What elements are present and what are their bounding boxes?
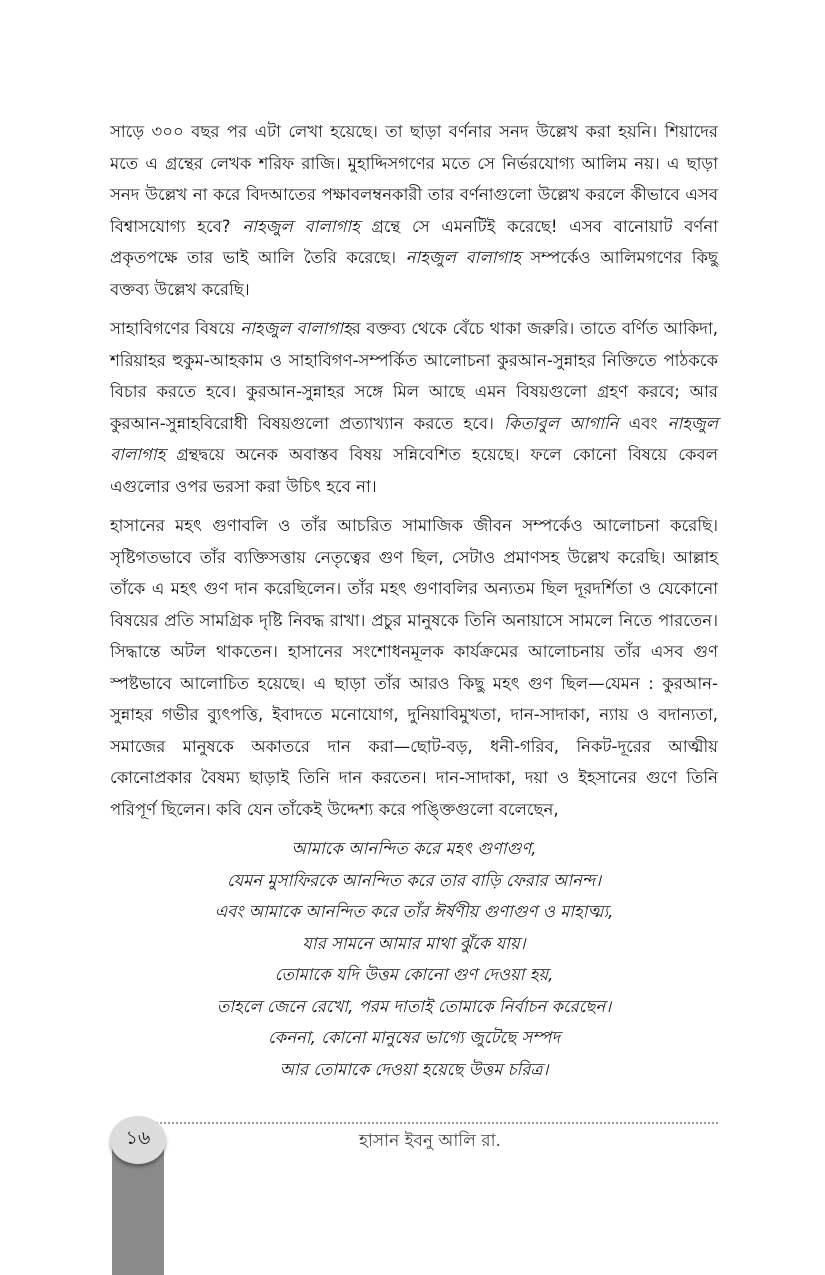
poem-line: কেননা, কোনো মানুষের ভাগ্যে জুটেছে সম্পদ <box>267 1028 561 1047</box>
text-run: গ্রন্থদ্বয়ে অনেক অবাস্তব বিষয় সন্নিবেশিত হয়েছে। ফলে কোনো বিষয়ে কেবল এগুলোর ওপর ভরসা করা উচিৎ হবে না। <box>110 445 718 496</box>
poem-line: আর তোমাকে দেওয়া হয়েছে উত্তম চরিত্র। <box>279 1059 549 1079</box>
book-title: নাহজুল বালাগাহ <box>242 216 360 236</box>
poem-line: আমাকে আনন্দিত করে মহৎ গুণাগুণ, <box>291 839 537 858</box>
poem-line: যেমন মুসাফিরকে আনন্দিত করে তার বাড়ি ফেরার আনন্দ। <box>226 870 602 890</box>
paragraph-2 <box>110 313 718 502</box>
book-title: কিতাবুল আগানি <box>504 413 619 433</box>
poem-block <box>110 833 718 1085</box>
book-title: নাহজুল বালাগাহ <box>405 248 521 267</box>
poem-line: এবং আমাকে আনন্দিত করে তাঁর ঈর্ষণীয় গুণাগুণ ও মাহাত্ম্য, <box>214 902 614 921</box>
page-number: ১৬ <box>110 1116 166 1164</box>
text-run: সম্পর্কেও আলিমগণের কিছু বক্তব্য উল্লেখ করেছি। <box>110 248 718 299</box>
text-run: সাড়ে ৩০০ বছর পর এটা লেখা হয়েছে। তা ছাড়া বর্ণনার সনদ উল্লেখ করা হয়নি। শিয়াদের মতে এ গ্রন্থের লেখক শরিফ রাজি। মুহাদ্দিসগণের মতে সে নির্ভরযোগ্য আলিম নয়। এ ছাড়া সনদ উল্লেখ না করে বিদআতের পক্ষাবলম্বনকারী তার বর্ণনাগুলো উল্লেখ করলে কীভাবে এসব বিশ্বাসযোগ্য হবে? <box>110 122 718 236</box>
footer-divider <box>140 1122 718 1124</box>
paragraph-3: হাসানের মহৎ গুণাবলি ও তাঁর আচরিত সামাজিক জীবন সম্পর্কেও আলোচনা করেছি। সৃষ্টিগতভাবে তাঁর ব্যক্তিসত্তায় নেতৃত্বের গুণ ছিল, সেটাও প্রমাণসহ উল্লেখ করেছি। আল্লাহ তাঁকে এ মহৎ গুণ দান করেছিলেন। তাঁর মহৎ গুণাবলির অন্যতম ছিল দূরদর্শিতা ও যেকোনো বিষয়ের প্রতি সামগ্রিক দৃষ্টি নিবদ্ধ রাখা। প্রচুর মানুষকে তিনি অনায়াসে সামলে নিতে পারতেন। সিদ্ধান্তে অটল থাকতেন। হাসানের সংশোধনমূলক কার্যক্রমের আলোচনায় তাঁর এসব গুণ স্পষ্টভাবে আলোচিত হয়েছে। এ ছাড়া তাঁর আরও কিছু মহৎ গুণ ছিল—যেমন : কুরআন-সুন্নাহর গভীর ব্যুৎপত্তি, ইবাদতে মনোযোগ, দুনিয়াবিমুখতা, দান-সাদাকা, ন্যায় ও বদান্যতা, সমাজের মানুষকে অকাতরে দান করা—ছোট-বড়, ধনী-গরিব, নিকট-দূরের আত্মীয় কোনোপ্রকার বৈষম্য ছাড়াই তিনি দান করতেন। দান-সাদাকা, দয়া ও ইহসানের গুণে তিনি পরিপূর্ণ ছিলেন। কবি যেন তাঁকেই উদ্দেশ্য করে পঙ্ক্তিগুলো বলেছেন, <box>110 516 718 819</box>
text-run: গ্রন্থে সে এমনটিই করেছে! এসব বানোয়াট বর্ণনা প্রকৃতপক্ষে তার ভাই আলি তৈরি করেছে। <box>110 216 718 267</box>
book-title: নাহজুল বালাগাহ <box>240 319 352 338</box>
text-run: সাহাবিগণের বিষয়ে <box>110 319 241 338</box>
poem-line: তোমাকে যদি উত্তম কোনো গুণ দেওয়া হয়, <box>274 965 554 984</box>
paragraph-1 <box>110 116 718 305</box>
book-title: নাহজুল বালাগাহ <box>110 413 719 464</box>
page-body <box>110 116 718 1085</box>
poem-line: যার সামনে আমার মাথা ঝুঁকে যায়। <box>302 933 526 953</box>
poem-line: তাহলে জেনে রেখো, পরম দাতাই তোমাকে নির্বাচন করেছেন। <box>216 996 612 1016</box>
text-run: এবং <box>618 413 668 433</box>
running-title: হাসান ইবনু আলি রা. <box>359 1131 501 1151</box>
text-run: র বক্তব্য থেকে বেঁচে থাকা জরুরি। তাতে বর্ণিত আকিদা, শরিয়াহর হুকুম-আহকাম ও সাহাবিগণ-সম্পর্কিত আলোচনা কুরআন-সুন্নাহর নিক্তিতে পাঠককে বিচার করতে হবে। কুরআন-সুন্নাহর সঙ্গে মিল আছে এমন বিষয়গুলো গ্রহণ করবে; আর কুরআন-সুন্নাহবিরোধী বিষয়গুলো প্রত্যাখ্যান করতে হবে। <box>110 319 718 433</box>
